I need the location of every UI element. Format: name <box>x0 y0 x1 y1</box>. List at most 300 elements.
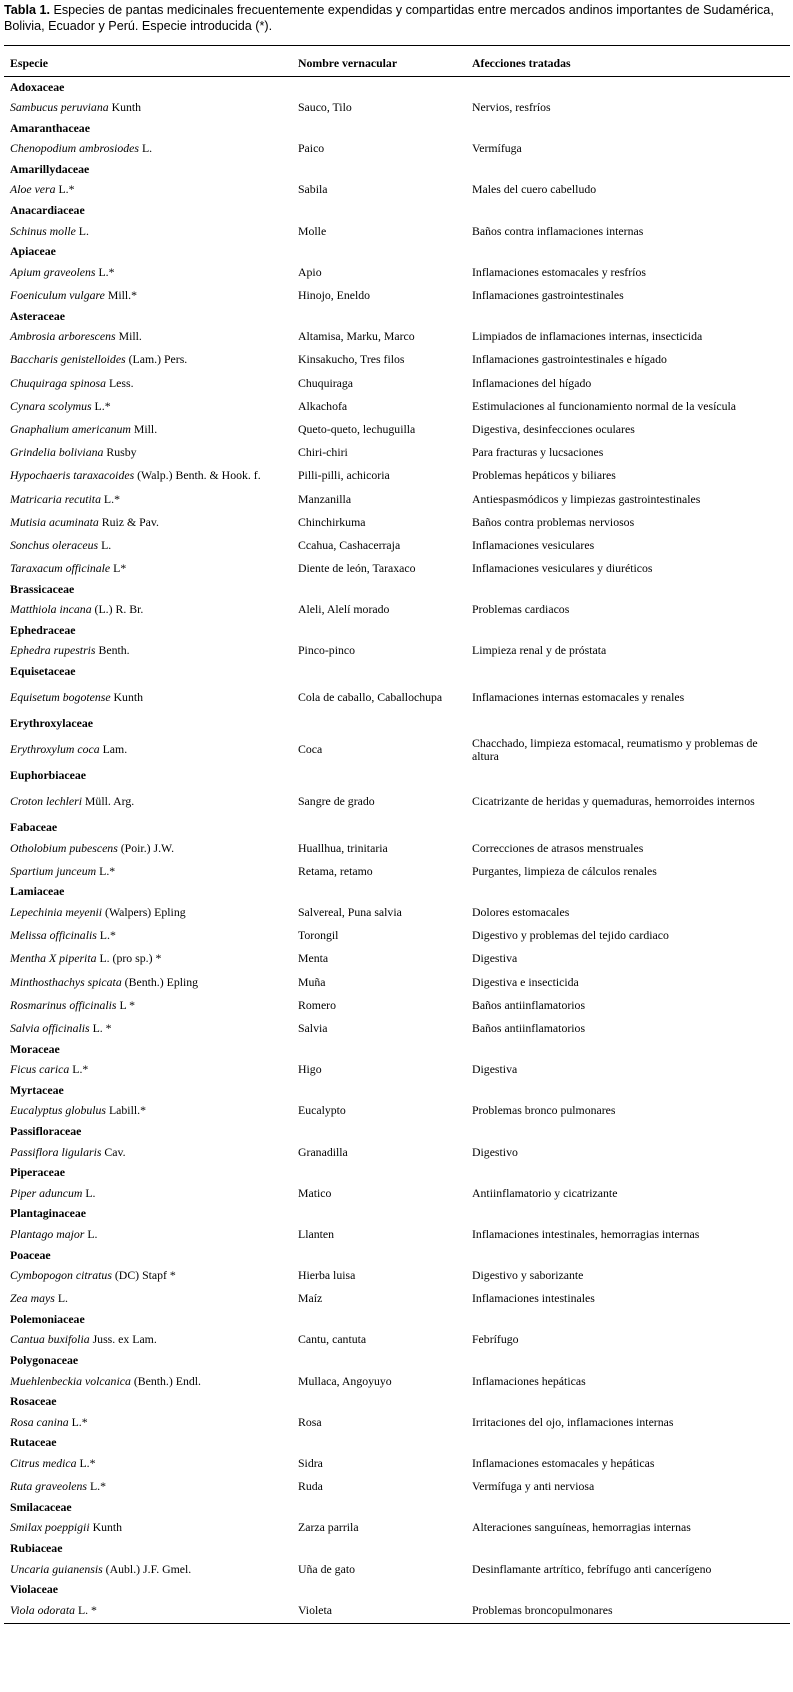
ailments-treated: Baños contra problemas nerviosos <box>472 514 635 529</box>
species-author: Benth. <box>95 643 130 658</box>
family-row <box>6 1205 788 1223</box>
species-cell <box>6 348 294 371</box>
table-caption <box>4 2 784 34</box>
species-author: L. * <box>89 1020 112 1035</box>
species-binomial: Minthosthachys spicata <box>10 974 122 989</box>
vernacular-name: Mullaca, Angoyuyo <box>298 1373 392 1388</box>
species-binomial: Grindelia boliviana <box>10 445 104 460</box>
table-body <box>6 78 788 1622</box>
family-name: Polygonaceae <box>10 1353 79 1368</box>
species-cell <box>6 1370 294 1393</box>
species-row <box>6 348 788 371</box>
family-row <box>6 1540 788 1558</box>
species-binomial: Ruta graveolens <box>10 1479 87 1494</box>
family-row <box>6 1498 788 1516</box>
species-binomial: Otholobium pubescens <box>10 840 118 855</box>
species-cell <box>6 464 294 487</box>
species-row <box>6 1558 788 1581</box>
ailments-treated: Baños contra inflamaciones internas <box>472 223 644 238</box>
species-cell <box>6 1411 294 1434</box>
family-row <box>6 1164 788 1182</box>
ailments-treated: Irritaciones del ojo, inflamaciones internas <box>472 1414 674 1429</box>
family-row <box>6 1081 788 1099</box>
species-author: L.* <box>96 863 116 878</box>
species-cell <box>6 1182 294 1205</box>
family-row <box>6 580 788 598</box>
ailments-treated: Febrífugo <box>472 1332 519 1347</box>
ailments-treated: Estimulaciones al funcionamiento normal de la vesícula <box>472 398 737 413</box>
species-cell <box>6 220 294 243</box>
species-cell <box>6 1058 294 1081</box>
species-row <box>6 487 788 510</box>
ailments-treated: Males del cuero cabelludo <box>472 182 597 197</box>
species-row <box>6 1475 788 1498</box>
ailments-treated: Inflamaciones del hígado <box>472 375 592 390</box>
species-row <box>6 598 788 621</box>
family-row <box>6 819 788 837</box>
species-author: L. <box>98 537 112 552</box>
vernacular-name: Huallhua, trinitaria <box>298 840 388 855</box>
ailments-treated: Inflamaciones intestinales <box>472 1291 595 1306</box>
species-binomial: Matricaria recutita <box>10 491 101 506</box>
species-binomial: Cymbopogon citratus <box>10 1268 112 1283</box>
ailments-treated: Cicatrizante de heridas y quemaduras, hemorroides internos <box>472 794 755 809</box>
ailments-treated: Problemas hepáticos y biliares <box>472 468 616 483</box>
species-binomial: Mutisia acuminata <box>10 514 99 529</box>
family-name: Fabaceae <box>10 820 58 835</box>
family-row <box>6 1352 788 1370</box>
ailments-treated: Digestiva, desinfecciones oculares <box>472 421 635 436</box>
ailments-treated: Inflamaciones vesiculares <box>472 537 595 552</box>
family-row <box>6 307 788 325</box>
species-cell <box>6 901 294 924</box>
species-row <box>6 1452 788 1475</box>
species-cell <box>6 785 294 819</box>
species-binomial: Salvia officinalis <box>10 1020 90 1035</box>
species-binomial: Viola odorata <box>10 1602 75 1617</box>
species-row <box>6 1182 788 1205</box>
species-cell <box>6 1599 294 1622</box>
species-row <box>6 1516 788 1539</box>
species-author: (Lam.) Pers. <box>125 352 188 367</box>
species-binomial: Mentha X piperita <box>10 951 97 966</box>
vernacular-name: Zarza parrila <box>298 1520 359 1535</box>
caption-text: Especies de pantas medicinales frecuentemente expendidas y compartidas entre mercados andinos importantes de Sudamérica, Bolivia, Ecuador y Perú. Especie introducida (*). <box>4 3 774 33</box>
family-row <box>6 1581 788 1599</box>
family-name: Myrtaceae <box>10 1082 64 1097</box>
species-cell <box>6 1452 294 1475</box>
species-row <box>6 1287 788 1310</box>
species-row <box>6 639 788 662</box>
vernacular-name: Menta <box>298 951 329 966</box>
vernacular-name: Sidra <box>298 1456 323 1471</box>
species-table <box>6 48 788 1622</box>
species-row <box>6 418 788 441</box>
family-name: Rutaceae <box>10 1435 57 1450</box>
species-row <box>6 901 788 924</box>
species-cell <box>6 639 294 662</box>
species-binomial: Piper aduncum <box>10 1185 83 1200</box>
species-row <box>6 96 788 119</box>
species-author: L.* <box>96 928 116 943</box>
species-row <box>6 395 788 418</box>
species-binomial: Aloe vera <box>10 182 56 197</box>
header-species: Especie <box>10 55 49 70</box>
family-row <box>6 663 788 681</box>
species-binomial: Taraxacum officinale <box>10 561 111 576</box>
family-name: Lamiaceae <box>10 884 65 899</box>
species-author: Mill. <box>115 329 142 344</box>
ailments-treated: Limpieza renal y de próstata <box>472 643 607 658</box>
species-author: Less. <box>106 375 134 390</box>
species-binomial: Ficus carica <box>10 1062 70 1077</box>
ailments-treated: Problemas broncopulmonares <box>472 1602 613 1617</box>
vernacular-name: Maíz <box>298 1291 323 1306</box>
species-row <box>6 464 788 487</box>
ailments-treated: Desinflamante artrítico, febrífugo anti cancerígeno <box>472 1561 712 1576</box>
ailments-treated: Digestiva <box>472 951 518 966</box>
species-row <box>6 261 788 284</box>
family-name: Adoxaceae <box>10 79 65 94</box>
species-row <box>6 534 788 557</box>
vernacular-name: Granadilla <box>298 1144 348 1159</box>
family-row <box>6 160 788 178</box>
species-row <box>6 971 788 994</box>
species-binomial: Passiflora ligularis <box>10 1144 102 1159</box>
species-cell <box>6 1099 294 1122</box>
family-name: Rubiaceae <box>10 1541 63 1555</box>
species-author: L. <box>82 1185 96 1200</box>
species-author: L. <box>139 141 153 156</box>
species-row <box>6 372 788 395</box>
species-cell <box>6 534 294 557</box>
family-row <box>6 78 788 96</box>
species-cell <box>6 837 294 860</box>
species-binomial: Gnaphalium americanum <box>10 421 131 436</box>
family-name: Euphorbiaceae <box>10 768 87 783</box>
vernacular-name: Rosa <box>298 1414 322 1429</box>
species-binomial: Sambucus peruviana <box>10 100 109 115</box>
species-binomial: Chuquiraga spinosa <box>10 375 107 390</box>
species-row <box>6 785 788 819</box>
vernacular-name: Cola de caballo, Caballochupa <box>298 690 443 705</box>
species-row <box>6 1599 788 1622</box>
family-name: Ephedraceae <box>10 622 76 637</box>
ailments-treated: Problemas bronco pulmonares <box>472 1103 616 1118</box>
species-cell <box>6 1017 294 1040</box>
species-binomial: Chenopodium ambrosiodes <box>10 141 139 156</box>
vernacular-name: Cantu, cantuta <box>298 1332 367 1347</box>
ailments-treated: Inflamaciones estomacales y resfríos <box>472 264 646 279</box>
species-author: L.* <box>55 182 75 197</box>
vernacular-name: Hierba luisa <box>298 1268 356 1283</box>
vernacular-name: Retama, retamo <box>298 863 373 878</box>
vernacular-name: Chinchirkuma <box>298 514 366 529</box>
family-row <box>6 1393 788 1411</box>
ailments-treated: Digestivo y saborizante <box>472 1268 584 1283</box>
vernacular-name: Muña <box>298 974 326 989</box>
species-row <box>6 1017 788 1040</box>
species-author: L. <box>54 1291 68 1306</box>
ailments-treated: Digestivo <box>472 1144 518 1159</box>
ailments-treated: Para fracturas y lucsaciones <box>472 445 604 460</box>
species-binomial: Croton lechleri <box>10 794 82 809</box>
ailments-treated: Correcciones de atrasos menstruales <box>472 840 644 855</box>
vernacular-name: Coca <box>298 742 323 757</box>
species-row <box>6 681 788 715</box>
species-binomial: Zea mays <box>10 1291 55 1306</box>
species-binomial: Rosmarinus officinalis <box>10 997 117 1012</box>
vernacular-name: Chiri-chiri <box>298 445 348 460</box>
ailments-treated: Inflamaciones gastrointestinales <box>472 288 624 303</box>
species-author: L * <box>116 997 136 1012</box>
species-cell <box>6 1140 294 1163</box>
species-author: (Benth.) Endl. <box>130 1373 201 1388</box>
family-name: Violaceae <box>10 1582 59 1597</box>
species-author: L.* <box>76 1456 96 1471</box>
species-cell <box>6 1516 294 1539</box>
family-row <box>6 1434 788 1452</box>
species-author: L. <box>84 1226 98 1241</box>
species-author: Ruiz & Pav. <box>98 514 159 529</box>
ailments-treated: Dolores estomacales <box>472 905 570 920</box>
species-author: L.* <box>100 491 120 506</box>
header-vernacular: Nombre vernacular <box>298 55 398 70</box>
species-binomial: Citrus medica <box>10 1456 77 1471</box>
family-name: Anacardiaceae <box>10 203 85 218</box>
family-name: Piperaceae <box>10 1165 66 1180</box>
species-binomial: Baccharis genistelloides <box>10 352 126 367</box>
family-row <box>6 1310 788 1328</box>
species-binomial: Ephedra rupestris <box>10 643 96 658</box>
vernacular-name: Ruda <box>298 1479 323 1494</box>
ailments-treated: Purgantes, limpieza de cálculos renales <box>472 863 657 878</box>
species-binomial: Matthiola incana <box>10 602 92 617</box>
species-binomial: Erythroxylum coca <box>10 742 100 757</box>
species-cell <box>6 971 294 994</box>
ailments-treated: Vermífuga y anti nerviosa <box>472 1479 595 1494</box>
species-row <box>6 1264 788 1287</box>
vernacular-name: Ccahua, Cashacerraja <box>298 537 401 552</box>
ailments-treated: Inflamaciones intestinales, hemorragias internas <box>472 1226 700 1241</box>
vernacular-name: Salvia <box>298 1020 328 1035</box>
species-cell <box>6 137 294 160</box>
species-author: Kunth <box>89 1520 123 1535</box>
family-row <box>6 119 788 137</box>
species-cell <box>6 557 294 580</box>
family-name: Poaceae <box>10 1247 51 1262</box>
vernacular-name: Manzanilla <box>298 491 352 506</box>
family-row <box>6 621 788 639</box>
species-author: Juss. ex Lam. <box>89 1332 157 1347</box>
caption-label: Tabla 1. <box>4 3 50 17</box>
family-name: Smilacaceae <box>10 1499 72 1514</box>
species-row <box>6 994 788 1017</box>
family-name: Asteraceae <box>10 308 66 323</box>
species-row <box>6 511 788 534</box>
species-row <box>6 1099 788 1122</box>
species-cell <box>6 1475 294 1498</box>
vernacular-name: Uña de gato <box>298 1561 355 1576</box>
species-binomial: Plantago major <box>10 1226 85 1241</box>
species-author: (Aubl.) J.F. Gmel. <box>102 1561 192 1576</box>
species-row <box>6 733 788 767</box>
species-row <box>6 837 788 860</box>
vernacular-name: Higo <box>298 1062 322 1077</box>
species-row <box>6 1058 788 1081</box>
vernacular-name: Apio <box>298 264 322 279</box>
family-row <box>6 767 788 785</box>
species-binomial: Apium graveolens <box>10 264 96 279</box>
species-binomial: Cynara scolymus <box>10 398 92 413</box>
header-ailments: Afecciones tratadas <box>472 55 571 70</box>
species-cell <box>6 372 294 395</box>
species-author: (DC) Stapf * <box>111 1268 176 1283</box>
species-author: Kunth <box>108 100 142 115</box>
species-cell <box>6 178 294 201</box>
species-binomial: Lepechinia meyenii <box>10 905 103 920</box>
species-cell <box>6 441 294 464</box>
species-binomial: Cantua buxifolia <box>10 1332 90 1347</box>
species-cell <box>6 1223 294 1246</box>
species-cell <box>6 598 294 621</box>
ailments-treated: Baños antiinflamatorios <box>472 997 586 1012</box>
species-cell <box>6 994 294 1017</box>
family-name: Rosaceae <box>10 1394 57 1409</box>
vernacular-name: Torongil <box>298 928 339 943</box>
species-author: L.* <box>69 1062 89 1077</box>
species-row <box>6 947 788 970</box>
species-cell <box>6 261 294 284</box>
vernacular-name: Paico <box>298 141 325 156</box>
ailments-treated: Alteraciones sanguíneas, hemorragias internas <box>472 1520 691 1535</box>
ailments-treated: Antiespasmódicos y limpiezas gastrointestinales <box>472 491 701 506</box>
species-author: (Benth.) Epling <box>121 974 199 989</box>
vernacular-name: Queto-queto, lechuguilla <box>298 421 416 436</box>
vernacular-name: Sabila <box>298 182 328 197</box>
species-row <box>6 178 788 201</box>
species-row <box>6 1223 788 1246</box>
species-author: Rusby <box>103 445 137 460</box>
species-author: L. (pro sp.) * <box>96 951 162 966</box>
species-row <box>6 1411 788 1434</box>
vernacular-name: Molle <box>298 223 327 238</box>
species-binomial: Sonchus oleraceus <box>10 537 99 552</box>
species-cell <box>6 96 294 119</box>
header-row <box>6 48 788 78</box>
vernacular-name: Sangre de grado <box>298 794 375 809</box>
species-binomial: Hypochaeris taraxacoides <box>10 468 135 483</box>
species-row <box>6 441 788 464</box>
species-author: L. <box>75 223 89 238</box>
species-row <box>6 1140 788 1163</box>
species-author: Cav. <box>101 1144 126 1159</box>
species-author: Mill. <box>130 421 158 436</box>
species-row <box>6 924 788 947</box>
ailments-treated: Chacchado, limpieza estomacal, reumatismo y problemas de altura <box>472 735 758 763</box>
species-author: L. * <box>75 1602 97 1617</box>
family-row <box>6 202 788 220</box>
ailments-treated: Vermífuga <box>472 141 522 156</box>
family-row <box>6 883 788 901</box>
family-row <box>6 243 788 261</box>
species-author: L.* <box>91 398 111 413</box>
species-author: L.* <box>68 1414 88 1429</box>
species-author: Kunth <box>110 690 144 705</box>
vernacular-name: Salvereal, Puna salvia <box>298 905 402 920</box>
species-cell <box>6 395 294 418</box>
ailments-treated: Digestiva e insecticida <box>472 974 579 989</box>
species-row <box>6 860 788 883</box>
top-rule <box>4 45 790 46</box>
ailments-treated: Antiinflamatorio y cicatrizante <box>472 1185 618 1200</box>
family-name: Erythroxylaceae <box>10 716 93 731</box>
family-name: Apiaceae <box>10 244 56 259</box>
family-row <box>6 1040 788 1058</box>
species-author: (L.) R. Br. <box>91 602 144 617</box>
species-cell <box>6 681 294 715</box>
species-cell <box>6 325 294 348</box>
species-binomial: Smilax poeppigii <box>10 1520 90 1535</box>
species-binomial: Equisetum bogotense <box>10 690 111 705</box>
species-cell <box>6 1287 294 1310</box>
species-row <box>6 284 788 307</box>
vernacular-name: Hinojo, Eneldo <box>298 288 371 303</box>
species-cell <box>6 418 294 441</box>
ailments-treated: Digestiva <box>472 1062 518 1077</box>
family-name: Equisetaceae <box>10 664 76 679</box>
family-row <box>6 715 788 733</box>
vernacular-name: Aleli, Alelí morado <box>298 602 390 617</box>
vernacular-name: Altamisa, Marku, Marco <box>298 329 415 344</box>
species-row <box>6 1370 788 1393</box>
species-author: (Walpers) Epling <box>102 905 186 920</box>
ailments-treated: Inflamaciones internas estomacales y renales <box>472 690 685 705</box>
species-binomial: Melissa officinalis <box>10 928 97 943</box>
family-row <box>6 1246 788 1264</box>
vernacular-name: Kinsakucho, Tres filos <box>298 352 405 367</box>
vernacular-name: Pilli-pilli, achicoria <box>298 468 390 483</box>
species-binomial: Rosa canina <box>10 1414 69 1429</box>
species-cell <box>6 1558 294 1581</box>
species-author: Mill.* <box>104 288 138 303</box>
family-name: Amaranthaceae <box>10 120 90 135</box>
ailments-treated: Digestivo y problemas del tejido cardiaco <box>472 928 669 943</box>
vernacular-name: Llanten <box>298 1226 335 1241</box>
vernacular-name: Romero <box>298 997 337 1012</box>
vernacular-name: Violeta <box>298 1602 333 1617</box>
bottom-rule <box>4 1623 790 1624</box>
ailments-treated: Nervios, resfríos <box>472 100 551 115</box>
species-cell <box>6 487 294 510</box>
vernacular-name: Diente de león, Taraxaco <box>298 561 416 576</box>
family-name: Polemoniaceae <box>10 1311 85 1326</box>
species-author: Labill.* <box>106 1103 146 1118</box>
species-row <box>6 220 788 243</box>
species-author: L.* <box>95 264 115 279</box>
family-name: Passifloraceae <box>10 1123 82 1138</box>
species-binomial: Foeniculum vulgare <box>10 288 105 303</box>
ailments-treated: Inflamaciones vesiculares y diuréticos <box>472 561 653 576</box>
species-binomial: Ambrosia arborescens <box>10 329 116 344</box>
family-name: Brassicaceae <box>10 581 75 596</box>
species-row <box>6 557 788 580</box>
species-author: (Walp.) Benth. & Hook. f. <box>134 468 261 483</box>
species-author: Müll. Arg. <box>81 794 135 809</box>
vernacular-name: Pinco-pinco <box>298 643 356 658</box>
vernacular-name: Chuquiraga <box>298 375 354 390</box>
species-cell <box>6 1328 294 1351</box>
